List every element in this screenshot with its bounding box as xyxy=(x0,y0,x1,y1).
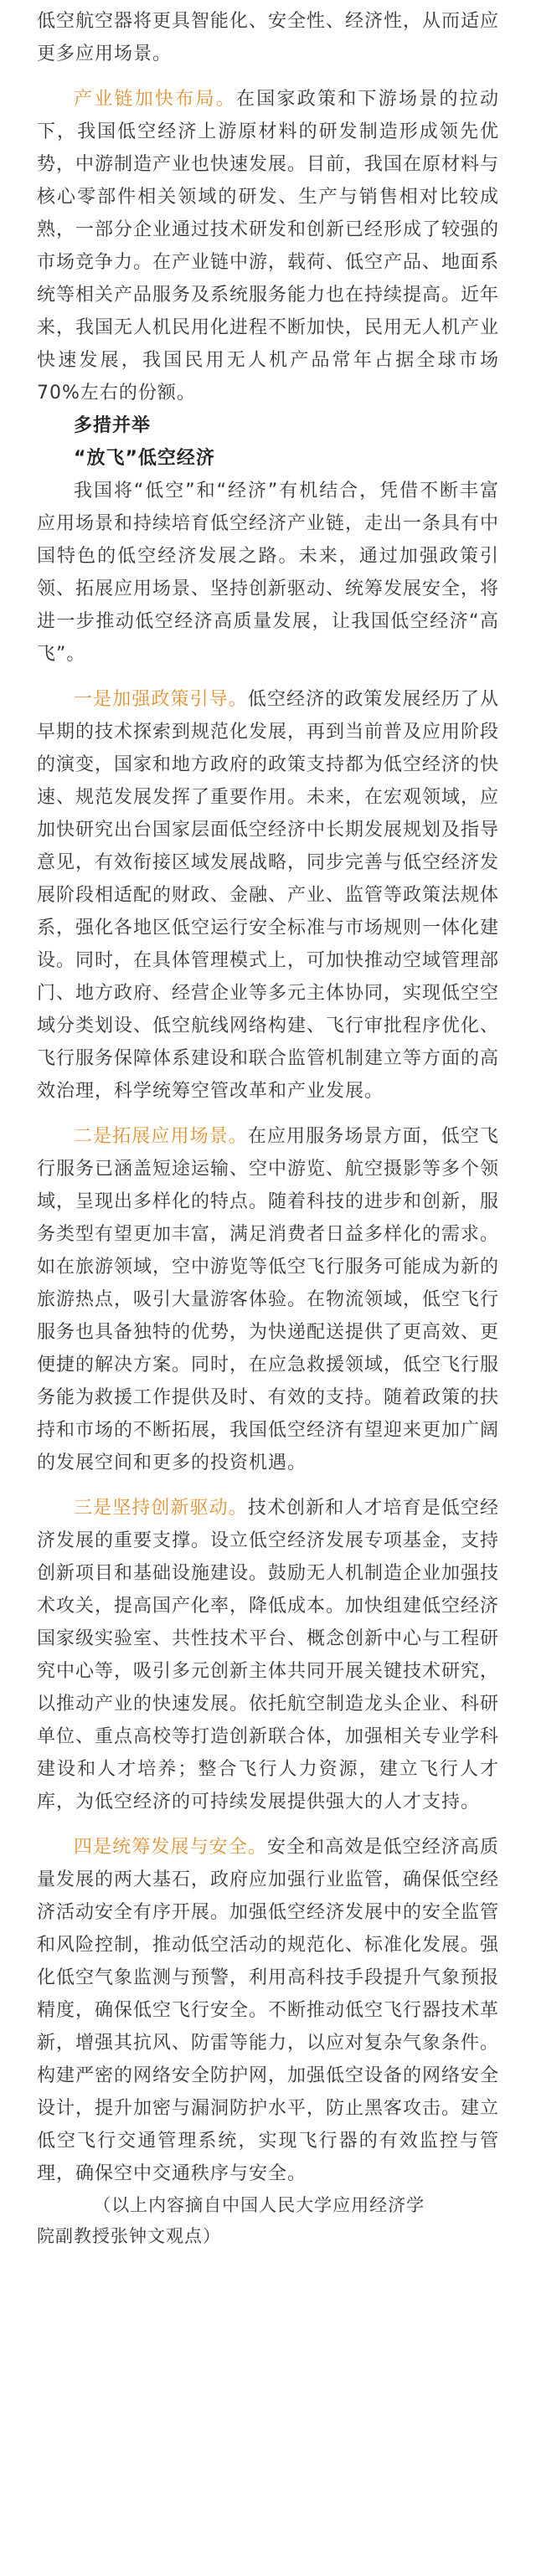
section-gap xyxy=(37,1108,499,1120)
measure-policy-text: 低空经济的政策发展经历了从早期的技术探索到规范化发展，再到当前普及应用阶段的演变，国家和地方政府的政策支持都为低空经济的快速、规范发展发挥了重要作用。未来，在宏观领域，应加快研究出台国家层面低空经济中长期发展规划及指导意见，有效衔接区域发展战略，同步完善与低空经济发展阶段相适配的财政、金融、产业、监管等政策法规体系，强化各地区低空运行安全标准与市场规则一体化建设。同时，在具体管理模式上，可加快推动空域管理部门、地方政府、经营企业等多元主体协同，实现低空空域分类划设、低空航线网络构建、飞行审批程序优化、飞行服务保障体系建设和联合监管机制建立等方面的高效治理，科学统筹空管改革和产业发展。 xyxy=(37,689,500,1102)
attribution-line-2: 院副教授张钟文观点） xyxy=(37,2226,221,2246)
attribution-note xyxy=(37,2190,499,2252)
measure-policy-paragraph xyxy=(37,683,499,1108)
intro-paragraph xyxy=(37,5,499,70)
attribution-line-1: （以上内容摘自中国人民大学应用经济学 xyxy=(93,2195,425,2215)
measure-innovation-lead: 三是坚持创新驱动。 xyxy=(74,1498,248,1519)
measure-safety-lead: 四是统筹发展与安全。 xyxy=(74,1837,267,1858)
industry-text: 在国家政策和下游场景的拉动下，我国低空经济上游原材料的研发制造形成领先优势，中游制造产业也快速发展。目前，我国在原材料与核心零部件相关领域的研发、生产与销售相对比较成熟，一部分企业通过技术研发和创新已经形成了较强的市场竞争力。在产业链中游，载荷、低空产品、地面系统等相关产品服务及系统服务能力也在持续提高。近年来，我国无人机民用化进程不断加快，民用无人机产业快速发展，我国民用无人机产品常年占据全球市场70%左右的份额。 xyxy=(37,89,500,404)
section-gap xyxy=(37,671,499,683)
measure-scenario-paragraph xyxy=(37,1120,499,1479)
measure-safety-paragraph xyxy=(37,1831,499,2190)
measure-policy-lead: 一是加强政策引导。 xyxy=(74,689,248,710)
intro-text: 低空航空器将更具智能化、安全性、经济性，从而适应更多应用场景。 xyxy=(37,11,500,64)
section-gap xyxy=(37,1479,499,1492)
measure-scenario-text: 在应用服务场景方面，低空飞行服务已涵盖短途运输、空中游览、航空摄影等多个领域，呈现出多样化的特点。随着科技的进步和创新，服务类型有望更加丰富，满足消费者日益多样化的需求。如在旅游领域，空中游览等低空飞行服务可能成为新的旅游热点，吸引大量游客体验。在物流领域，低空飞行服务也具备独特的优势，为快递配送提供了更高效、更便捷的解决方案。同时，在应急救援领域，低空飞行服务能为救援工作提供及时、有效的支持。随着政策的扶持和市场的不断拓展，我国低空经济有望迎来更加广阔的发展空间和更多的投资机遇。 xyxy=(37,1126,500,1473)
measure-innovation-text: 技术创新和人才培育是低空经济发展的重要支撑。设立低空经济发展专项基金，支持创新项目和基础设施建设。鼓励无人机制造企业加强技术攻关，提高国产化率，降低成本。加快组建低空经济国家级实验室、共性技术平台、概念创新中心与工程研究中心等，吸引多元创新主体共同开展关键技术研究，以推动产业的快速发展。依托航空制造龙头企业、科研单位、重点高校等打造创新联合体，加强相关专业学科建设和人才培养；整合飞行人力资源，建立飞行人才库，为低空经济的可持续发展提供强大的人才支持。 xyxy=(37,1498,500,1812)
section-gap xyxy=(37,1818,499,1831)
summary-paragraph xyxy=(37,475,499,671)
measure-scenario-lead: 二是拓展应用场景。 xyxy=(74,1126,248,1147)
industry-paragraph xyxy=(37,83,499,409)
section-gap xyxy=(37,70,499,83)
section-heading: 多措并举 xyxy=(74,415,152,436)
measure-safety-text: 安全和高效是低空经济高质量发展的两大基石，政府应加强行业监管，确保低空经济活动安全有序开展。加强低空经济发展中的安全监管和风险控制，推动低空活动的规范化、标准化发展。强化低空气象监测与预警，利用高科技手段提升气象预报精度，确保低空飞行安全。不断推动低空飞行器技术革新，增强其抗风、防雷等能力，以应对复杂气象条件。构建严密的网络安全防护网，加强低空设备的网络安全设计，提升加密与漏洞防护水平，防止黑客攻击。建立低空飞行交通管理系统，实现飞行器的有效监控与管理，确保空中交通秩序与安全。 xyxy=(37,1837,500,2184)
industry-lead: 产业链加快布局。 xyxy=(74,89,236,110)
summary-text: 我国将“低空”和“经济”有机结合，凭借不断丰富应用场景和持续培育低空经济产业链，走出一条具有中国特色的低空经济发展之路。未来，通过加强政策引领、拓展应用场景、坚持创新驱动、统筹发展安全，将进一步推动低空经济高质量发展，让我国低空经济“高飞”。 xyxy=(37,481,500,665)
section-subheading: “放飞”低空经济 xyxy=(74,448,215,469)
measure-innovation-paragraph xyxy=(37,1492,499,1818)
